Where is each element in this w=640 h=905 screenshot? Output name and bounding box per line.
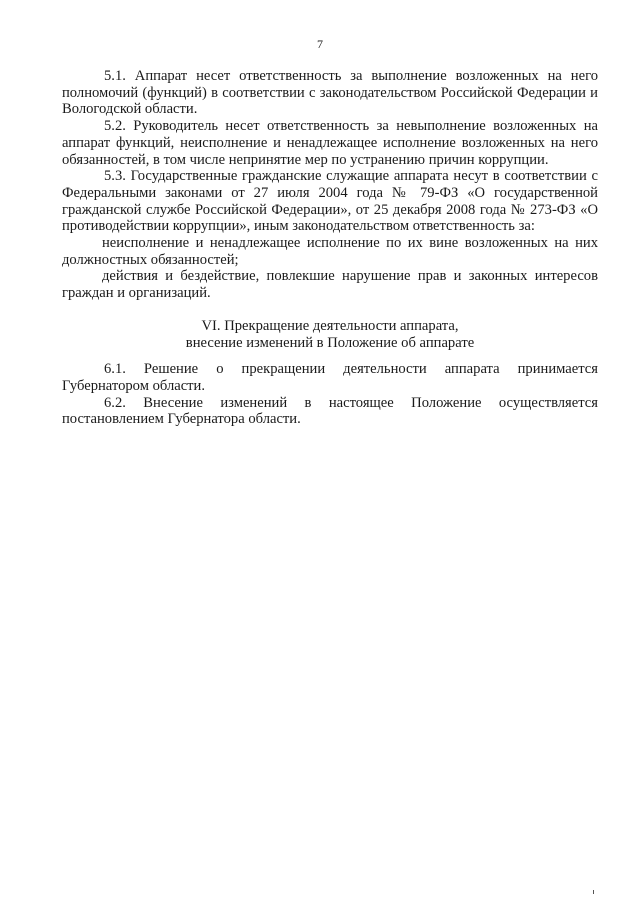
paragraph-6-1: 6.1. Решение о прекращении деятельности аппарата принимается Губернатором области. <box>62 361 598 394</box>
paragraph-5-3-item-1: неисполнение и ненадлежащее исполнение по их вине возложенных на них должностных обязанностей; <box>62 235 598 268</box>
paragraph-5-3: 5.3. Государственные гражданские служащие аппарата несут в соответствии с Федеральными законами от 27 июля 2004 года № 79-ФЗ «О государственной гражданской службе Российской Федерации», от 25 декабря 2008 года № 273-ФЗ «О противодействии коррупции», иным законодательством ответственность за: <box>62 168 598 235</box>
section-heading-line-2: внесение изменений в Положение об аппарате <box>185 334 475 351</box>
paragraph-5-1: 5.1. Аппарат несет ответственность за выполнение возложенных на него полномочий (функций) в соответствии с законодательством Российской Федерации и Вологодской области. <box>62 68 598 118</box>
paragraph-5-2: 5.2. Руководитель несет ответственность за невыполнение возложенных на аппарат функций, неисполнение и ненадлежащее исполнение возложенных на него обязанностей, в том числе непринятие мер по устранению причин коррупции. <box>62 118 598 168</box>
document-body <box>62 68 598 428</box>
scan-mark <box>593 890 594 894</box>
paragraph-5-3-item-2: действия и бездействие, повлекшие нарушение прав и законных интересов граждан и организаций. <box>62 268 598 302</box>
section-heading-line-1: VI. Прекращение деятельности аппарата, <box>201 317 459 334</box>
paragraph-6-2: 6.2. Внесение изменений в настоящее Положение осуществляется постановлением Губернатора области. <box>62 394 598 428</box>
page-number: 7 <box>317 37 323 51</box>
section-heading <box>62 318 598 351</box>
